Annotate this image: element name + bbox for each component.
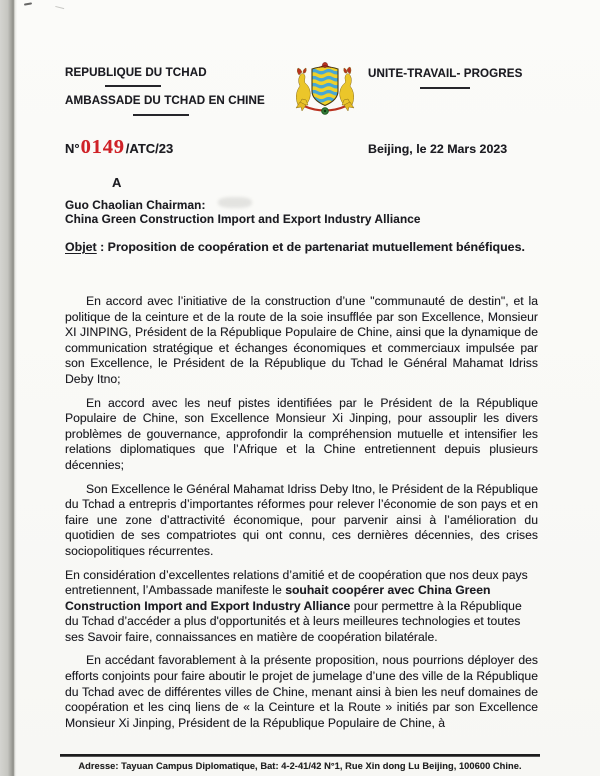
subject-line [65,239,527,256]
paragraph-1: En accord avec l’initiative de la construction d’une "communauté de destin", et la politique de la ceinture et de la route de la soie insufflée par son Excellence, Monsieur XI JINPING, Président de la République Populaire de Chine, ainsi que la dynamique de communication stratégique et échanges économiques et commerciaux impulsée par son Excellence, le Président de la République du Tchad le Général Mahamat Idriss Deby Itno; [65,294,538,386]
scan-speck [55,6,64,11]
paragraph-2: En accord avec les neuf pistes identifiées par le Président de la République Populaire de Chine, son Excellence Monsieur Xi Jinping, pour assouplir les divers problèmes de gouvernance, approfondir la compréhension mutuelle et intensifier les relations diplomatiques que l’Afrique et la Chine entretiennent depuis plusieurs décennies; [65,395,538,472]
letterhead-left [65,66,265,116]
recipient-name: Guo Chaolian Chairman: [65,198,206,212]
recipient-block [65,198,421,226]
reference-suffix: /ATC/23 [125,141,174,156]
letterhead-right [368,67,522,89]
divider-rule [133,114,189,116]
footer-address: Adresse: Tayuan Campus Diplomatique, Bat: 4-2-41/42 N°1, Rue Xin dong Lu Beijing, 100600 Chine. [78,761,522,771]
motto: UNITE-TRAVAIL- PROGRES [368,67,523,80]
chad-coat-of-arms-icon [286,58,364,116]
embassy-title: AMBASSADE DU TCHAD EN CHINE [65,94,265,107]
divider-rule [105,85,161,87]
reference-prefix: N° [65,141,80,156]
subject-text: : Proposition de coopération et de partenariat mutuellement bénéfiques. [96,240,525,254]
paragraph-4-bold-alliance: souhait coopérer avec China Green Construction Import and Export Industry Alliance [65,583,491,613]
recipient-to-label: A [112,175,122,190]
recipient-organization: China Green Construction Import and Export Industry Alliance [65,212,421,227]
scan-edge-shadow [0,0,17,776]
paragraph-4-tail: pour permettre à la République du Tchad d’accéder a plus d'opportunités et à leurs meilleures technologies et toutes ses Savoir faire, connaissances en matière de coopération bilatérale. [65,598,522,644]
paragraph-3: Son Excellence le Général Mahamat Idriss Deby Itno, le Président de la République du Tchad a entrepris d’importantes réformes pour relever l’économie de son pays et en faire une zone d’attractivité économique, pour parvenir ainsi à l’amélioration du quotidien de ses compatriotes qui ont connu, ces dernières décennies, des crises sociopolitiques récurrentes. [65,481,538,558]
letter-body [65,294,538,739]
paragraph-4 [65,568,538,646]
scan-speck [24,2,32,5]
divider-rule [420,87,470,89]
republic-title: REPUBLIQUE DU TCHAD [65,66,207,79]
subject-label: Objet [65,240,97,254]
footer-divider [60,754,540,757]
dateline: Beijing, le 22 Mars 2023 [368,142,508,156]
reference-line [65,136,173,159]
paragraph-4-lead: En considération d’excellentes relations d’amitié et de coopération que nos deux pays entretiennent, l’Ambassade manifeste le [65,567,528,598]
reference-number: 0149 [80,136,125,158]
paragraph-5: En accédant favorablement à la présente proposition, nous pourrions déployer des efforts conjoints pour faire aboutir le projet de jumelage d’une des ville de la République du Tchad avec de différentes villes de Chine, menant ainsi à bien les neuf domaines de coopération et les cinq liens de « la Ceinture et la Route » initiés par son Excellence Monsieur Xi Jinping, Président de la République Populaire de Chine, à [65,653,538,730]
